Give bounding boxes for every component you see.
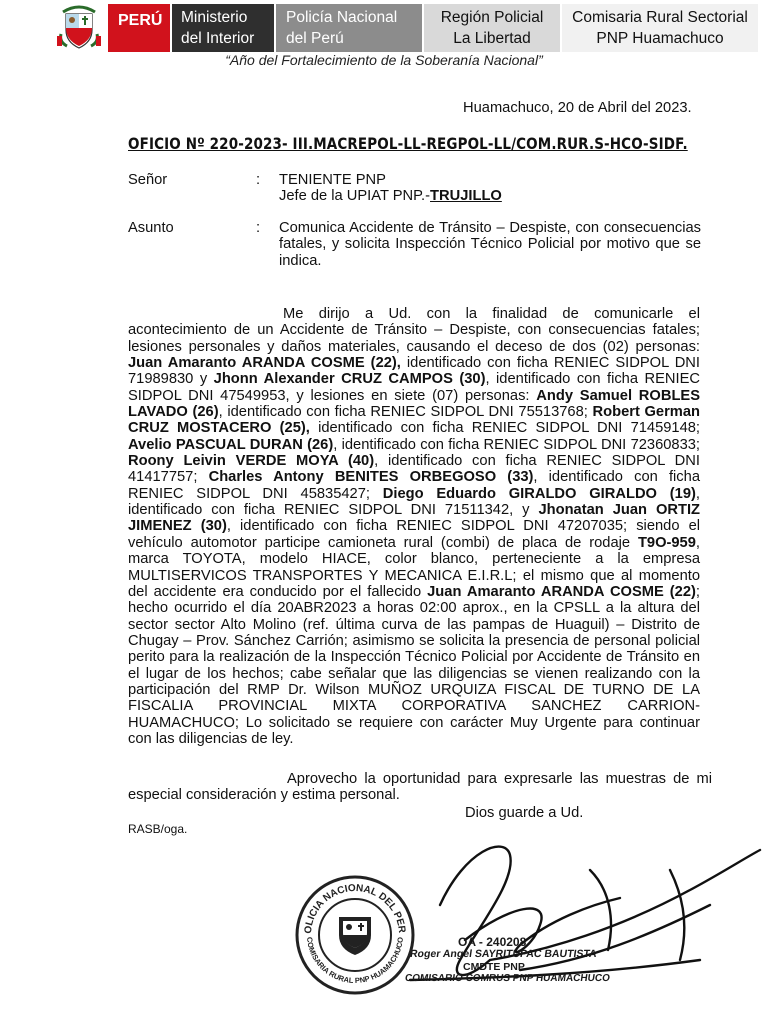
- oficio-number: OFICIO Nº 220-2023- III.MACREPOL-LL-REGPOL-LL/COM.RUR.S-HCO-SIDF.: [128, 135, 688, 153]
- body-text: , identificado con ficha RENIEC SIDPOL DNI 71511342, y: [128, 485, 700, 519]
- policia-line-1: Policía Nacional: [286, 9, 398, 26]
- body-text: , marca TOYOTA, modelo HIACE, color blanco, perteneciente a la empresa MULTISERVICOS TRANSPORTES Y MECANICA E.I.R.L; el mismo que al momento del accidente era conducido por el fallecido: [128, 534, 700, 600]
- body-text: , identificado con ficha RENIEC SIDPOL DNI 45835427;: [128, 469, 700, 502]
- body-text: , identificado con ficha RENIEC SIDPOL DNI 47207035; siendo el vehículo automotor participe camioneta rural (combi) de placa de rodaje: [128, 518, 701, 551]
- body-text: Me dirijo a Ud. con la finalidad de comunicarle el acontecimiento de un Accidente de Tránsito – Despiste, con consecuencias fatales; lesiones personales y daños materiales, causando el deceso de dos (02) personas:: [128, 306, 700, 355]
- body-text: , identificado con ficha RENIEC SIDPOL DNI 75513768;: [218, 404, 593, 421]
- subject-colon: :: [256, 220, 261, 236]
- comisaria-line-2: PNP Huamachuco: [596, 30, 724, 47]
- farewell: Dios guarde a Ud.: [465, 805, 584, 821]
- body-text: , identificado con ficha RENIEC SIDPOL DNI 72360833;: [333, 436, 700, 453]
- injured-name: Andy Samuel ROBLES LAVADO (26): [128, 387, 701, 421]
- recipient-colon: :: [256, 172, 261, 188]
- vehicle-plate: T9O-959: [637, 534, 696, 551]
- year-motto: “Año del Fortalecimiento de la Soberanía Nacional”: [225, 52, 543, 68]
- body-paragraph: [128, 306, 700, 747]
- injured-name: Diego Eduardo GIRALDO GIRALDO (19): [382, 485, 696, 502]
- recipient-label: Señor: [128, 172, 168, 188]
- deceased-name: Juan Amaranto ARANDA COSME (22),: [128, 355, 401, 372]
- ministerio-banner: [172, 4, 274, 52]
- seal-ring-text: OLICIA NACIONAL DEL PER: [302, 882, 408, 935]
- ministerio-line-1: Ministerio: [181, 9, 248, 26]
- subject-text: Comunica Accidente de Tránsito – Despiste, con consecuencias fatales, y solicita Inspección Técnico Policial por motivo que se indica.: [279, 220, 701, 269]
- body-text: , identificado con ficha RENIEC SIDPOL DNI 41417757;: [128, 453, 700, 486]
- comisaria-banner: [562, 4, 758, 52]
- body-text: identificado con ficha RENIEC SIDPOL DNI 71459148;: [309, 420, 701, 437]
- recipient-office: [279, 188, 502, 204]
- region-line-2: La Libertad: [453, 30, 531, 47]
- typist-initials: RASB/oga.: [128, 822, 188, 836]
- injured-name: Jhonatan Juan ORTIZ JIMENEZ (30): [128, 502, 700, 535]
- seal-bottom-text: COMISARIA RURAL PNP HUAMACHUCO: [304, 936, 406, 986]
- peru-banner: [108, 4, 170, 52]
- signature-code: OA - 240208: [458, 935, 527, 949]
- closing-paragraph: [128, 771, 712, 804]
- injured-name: Charles Antony BENITES ORBEGOSO (33): [208, 469, 534, 486]
- signature-post: COMISARIO COMRUS PNP HUAMACHUCO: [404, 973, 611, 984]
- body-text: , identificado con ficha RENIEC SIDPOL DNI 47549953, y lesiones en siete (07) personas:: [128, 371, 700, 404]
- region-banner: [424, 4, 560, 52]
- signature-rank: CMDTE PNP: [463, 961, 525, 973]
- closing-text: Aprovecho la oportunidad para expresarle las muestras de mi especial consideración y estima personal.: [128, 771, 712, 804]
- injured-name: Avelio PASCUAL DURAN (26): [128, 436, 334, 453]
- subject-label: Asunto: [128, 220, 174, 236]
- ministerio-line-2: del Interior: [181, 30, 255, 47]
- body-text: identificado con ficha RENIEC SIDPOL DNI 71989830 y: [128, 355, 700, 388]
- recipient-city: TRUJILLO: [430, 188, 502, 204]
- recipient-rank: TENIENTE PNP: [279, 172, 386, 188]
- document-date: Huamachuco, 20 de Abril del 2023.: [463, 100, 692, 116]
- police-seal-stamp: [293, 873, 417, 997]
- recipient-office-prefix: Jefe de la UPIAT PNP.-: [279, 188, 431, 204]
- peru-label: PERÚ: [118, 12, 163, 29]
- policia-line-2: del Perú: [286, 30, 344, 47]
- region-line-1: Región Policial: [440, 9, 544, 26]
- deceased-name: Jhonn Alexander CRUZ CAMPOS (30): [213, 371, 486, 388]
- injured-name: Roony Leivin VERDE MOYA (40): [128, 453, 375, 470]
- signature-name: Roger Angel SAYRITUPAC BAUTISTA: [409, 948, 598, 960]
- comisaria-line-1: Comisaria Rural Sectorial: [572, 9, 748, 26]
- injured-name: Robert German CRUZ MOSTACERO (25),: [128, 404, 701, 437]
- peru-coat-of-arms-icon: [57, 4, 101, 50]
- driver-name: Juan Amaranto ARANDA COSME (22): [427, 583, 696, 600]
- body-text: ; hecho ocurrido el día 20ABR2023 a horas 02:00 aprox., en la CPSLL a la altura del sector sector Alto Molino (ref. última curva de las pampas de Huaguil) – Distrito de Chugay – Prov. Sánchez Carrión; asimismo se solicita la presencia de personal policial perito para la realización de la Inspección Técnico Policial por Accidente de Tránsito en el lugar de los hechos; cabe señalar que las diligencias se vienen realizando con la participación del RMP Dr. Wilson MUÑOZ URQUIZA FISCAL DE TURNO DE LA FISCALIA PROVINCIAL MIXTA CORPORATIVA SANCHEZ CARRION-HUAMACHUCO; Lo solicitado se requiere con carácter Muy Urgente para continuar con las diligencias de ley.: [128, 583, 701, 747]
- policia-banner: [276, 4, 422, 52]
